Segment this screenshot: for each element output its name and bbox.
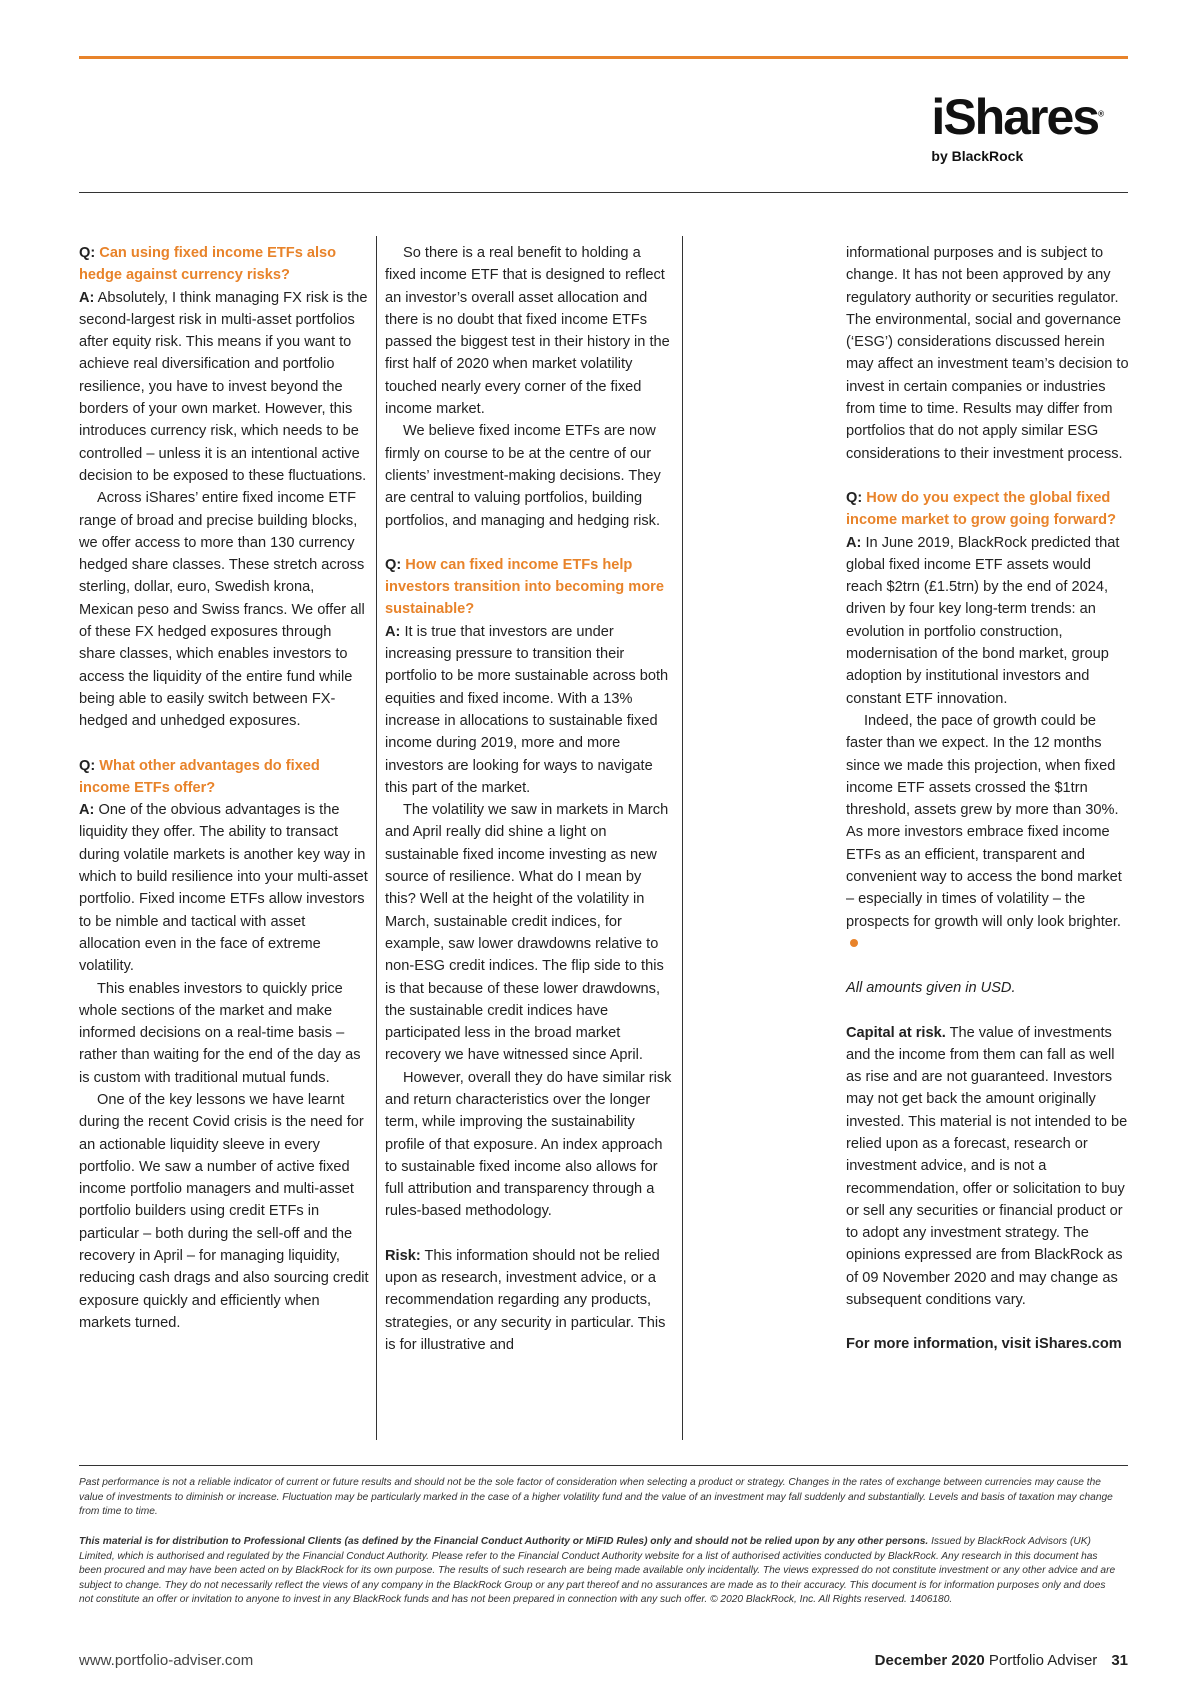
- ishares-logo: [931, 89, 1104, 164]
- body-paragraph: So there is a real benefit to holding a fixed income ETF that is designed to reflect an investor’s overall asset allocation and there is no doubt that fixed income ETFs passed the biggest test in their history in the first half of 2020 when market volatility touched nearly every corner of the fixed income market.: [385, 245, 670, 418]
- answer-paragraph: A: In June 2019, BlackRock predicted that global fixed income ETF assets would reach $2trn (£1.5trn) by the end of 2024, driven by four key long-term trends: an evolution in portfolio construction, modernisation of the bond market, group adoption by institutional investors and constant ETF innovation.: [846, 534, 1120, 707]
- body-paragraph: We believe fixed income ETFs are now firmly on course to be at the centre of our clients’ investment-making decisions. They are central to valuing portfolios, building portfolios, and managing and hedging risk.: [385, 423, 661, 529]
- question-heading: Q: How can fixed income ETFs help investors transition into becoming more sustainable?: [385, 556, 664, 618]
- more-info-link[interactable]: For more information, visit iShares.com: [846, 1336, 1122, 1353]
- article-column-2: [385, 242, 675, 1356]
- column-divider: [376, 236, 377, 1440]
- article-column-1: [79, 242, 369, 1334]
- page-number: 31: [1111, 1652, 1128, 1669]
- currency-note: All amounts given in USD.: [846, 980, 1016, 997]
- capital-at-risk-paragraph: Capital at risk. The value of investments and the income from them can fall as well as rise and are not guaranteed. Investors may not get back the amount originally invested. This material is not intended to be relied upon as a forecast, research or investment advice, and is not a recommendation, offer or solicitation to buy or sell any securities or financial product or to adopt any investment strategy. The opinions expressed are from BlackRock as of 09 November 2020 and may change as subsequent conditions vary.: [846, 1024, 1128, 1309]
- past-performance-disclaimer: Past performance is not a reliable indicator of current or future results and should not be the sole factor of consideration when selecting a product or strategy. Changes in the rates of exchange between currencies may cause the value of investments to diminish or increase. Fluctuation may be particularly marked in the case of a higher volatility fund and the value of an investment may fall suddenly and substantially. Levels and basis of taxation may change from time to time.: [79, 1477, 1113, 1518]
- professional-clients-disclaimer: This material is for distribution to Professional Clients (as defined by the Financial Conduct Authority or MiFID Rules) only and should not be relied upon by any other persons. Issued by BlackRock Advisors (UK) Limited, which is authorised and regulated by the Financial Conduct Authority. Please refer to the Financial Conduct Authority website for a list of authorised activities conducted by BlackRock. Any research in this document has been procured and may have been acted on by BlackRock for its own purpose. The results of such research are being made available only incidentally. The views expressed do not constitute investment or any other advice and are subject to change. They do not necessarily reflect the views of any company in the BlackRock Group or any part thereof and no assurances are made as to their accuracy. This document is for information purposes only and does not constitute an offer or invitation to anyone to invest in any BlackRock funds and has not been prepared in connection with any such offer. © 2020 BlackRock, Inc. All Rights reserved. 1406180.: [79, 1536, 1116, 1606]
- body-paragraph: One of the key lessons we have learnt during the recent Covid crisis is the need for an actionable liquidity sleeve in every portfolio. We saw a number of active fixed income portfolio managers and multi-asset portfolio builders using credit ETFs in particular – both during the sell-off and the recovery in April – for managing liquidity, reducing cash drags and also sourcing credit exposure quickly and efficiently when markets turned.: [79, 1091, 369, 1331]
- end-of-article-bullet: [850, 939, 858, 947]
- column-divider: [682, 236, 683, 1440]
- footer-rule: [79, 1465, 1128, 1466]
- risk-paragraph: Risk: This information should not be relied upon as research, investment advice, or a recommendation regarding any products, strategies, or any security in particular. This is for illustrative and: [385, 1247, 666, 1353]
- question-heading: Q: How do you expect the global fixed income market to grow going forward?: [846, 489, 1117, 529]
- question-heading: Q: Can using fixed income ETFs also hedge against currency risks?: [79, 245, 337, 284]
- body-paragraph: Across iShares’ entire fixed income ETF range of broad and precise building blocks, we offer access to more than 130 currency hedged share classes. These stretch across sterling, dollar, euro, Swedish krona, Mexican peso and Swiss francs. We offer all of these FX hedged exposures through share classes, which enables investors to access the liquidity of the entire fund while being able to easily switch between FX-hedged and unhedged exposures.: [79, 490, 365, 730]
- top-accent-rule: [79, 56, 1128, 59]
- header-rule: [79, 192, 1128, 193]
- body-paragraph: The volatility we saw in markets in March and April really did shine a light on sustainable fixed income investing as new source of resilience. What do I mean by this? Well at the height of the volatility in March, sustainable credit indices, for example, saw lower drawdowns relative to non-ESG credit indices. The flip side to this is that because of these lower drawdowns, the sustainable credit indices have participated less in the broad market recovery we have witnessed since April.: [385, 802, 669, 1064]
- issue-info: December 2020 Portfolio Adviser 31: [874, 1652, 1128, 1669]
- publication-url[interactable]: www.portfolio-adviser.com: [79, 1652, 254, 1669]
- body-paragraph: informational purposes and is subject to change. It has not been approved by any regulatory authority or securities regulator. The environmental, social and governance (‘ESG’) considerations discussed herein may affect an investment team’s decision to invest in certain companies or industries from time to time. Results may differ from portfolios that do not apply similar ESG considerations to their investment process.: [846, 245, 1129, 462]
- body-paragraph: Indeed, the pace of growth could be faster than we expect. In the 12 months since we made this projection, when fixed income ETF assets crossed the $1trn threshold, assets grew by more than 30%. As more investors embrace fixed income ETFs as an efficient, transparent and convenient way to access the bond market – especially in times of volatility – the prospects for growth will only look brighter.: [846, 710, 1130, 955]
- question-heading: Q: What other advantages do fixed income ETFs offer?: [79, 757, 320, 796]
- logo-subtitle: by BlackRock: [931, 148, 1024, 164]
- body-paragraph: However, overall they do have similar risk and return characteristics over the longer term, while improving the sustainability profile of that exposure. An index approach to sustainable fixed income also allows for full attribution and transparency through a rules-based methodology.: [385, 1069, 672, 1220]
- answer-paragraph: A: It is true that investors are under increasing pressure to transition their portfolio to be more sustainable across both equities and fixed income. With a 13% increase in allocations to sustainable fixed income during 2019, more and more investors are looking for ways to navigate this part of the market.: [385, 623, 669, 796]
- answer-paragraph: A: Absolutely, I think managing FX risk is the second-largest risk in multi-asset portfolios after equity risk. This means if you want to achieve real diversification and portfolio resilience, you have to invest beyond the borders of your own market. However, this introduces currency risk, which needs to be controlled – unless it is an intentional active decision to be exposed to these fluctuations.: [79, 289, 368, 484]
- article-column-3: [846, 242, 1130, 1356]
- body-paragraph: This enables investors to quickly price whole sections of the market and make informed decisions on a real-time basis – rather than waiting for the end of the day as is custom with traditional mutual funds.: [79, 980, 361, 1086]
- logo-wordmark: iShares®: [931, 89, 1104, 145]
- answer-paragraph: A: One of the obvious advantages is the liquidity they offer. The ability to transact during volatile markets is another key way in which to build resilience into your multi-asset portfolio. Fixed income ETFs allow investors to be nimble and tactical with asset allocation even in the face of extreme volatility.: [79, 802, 368, 975]
